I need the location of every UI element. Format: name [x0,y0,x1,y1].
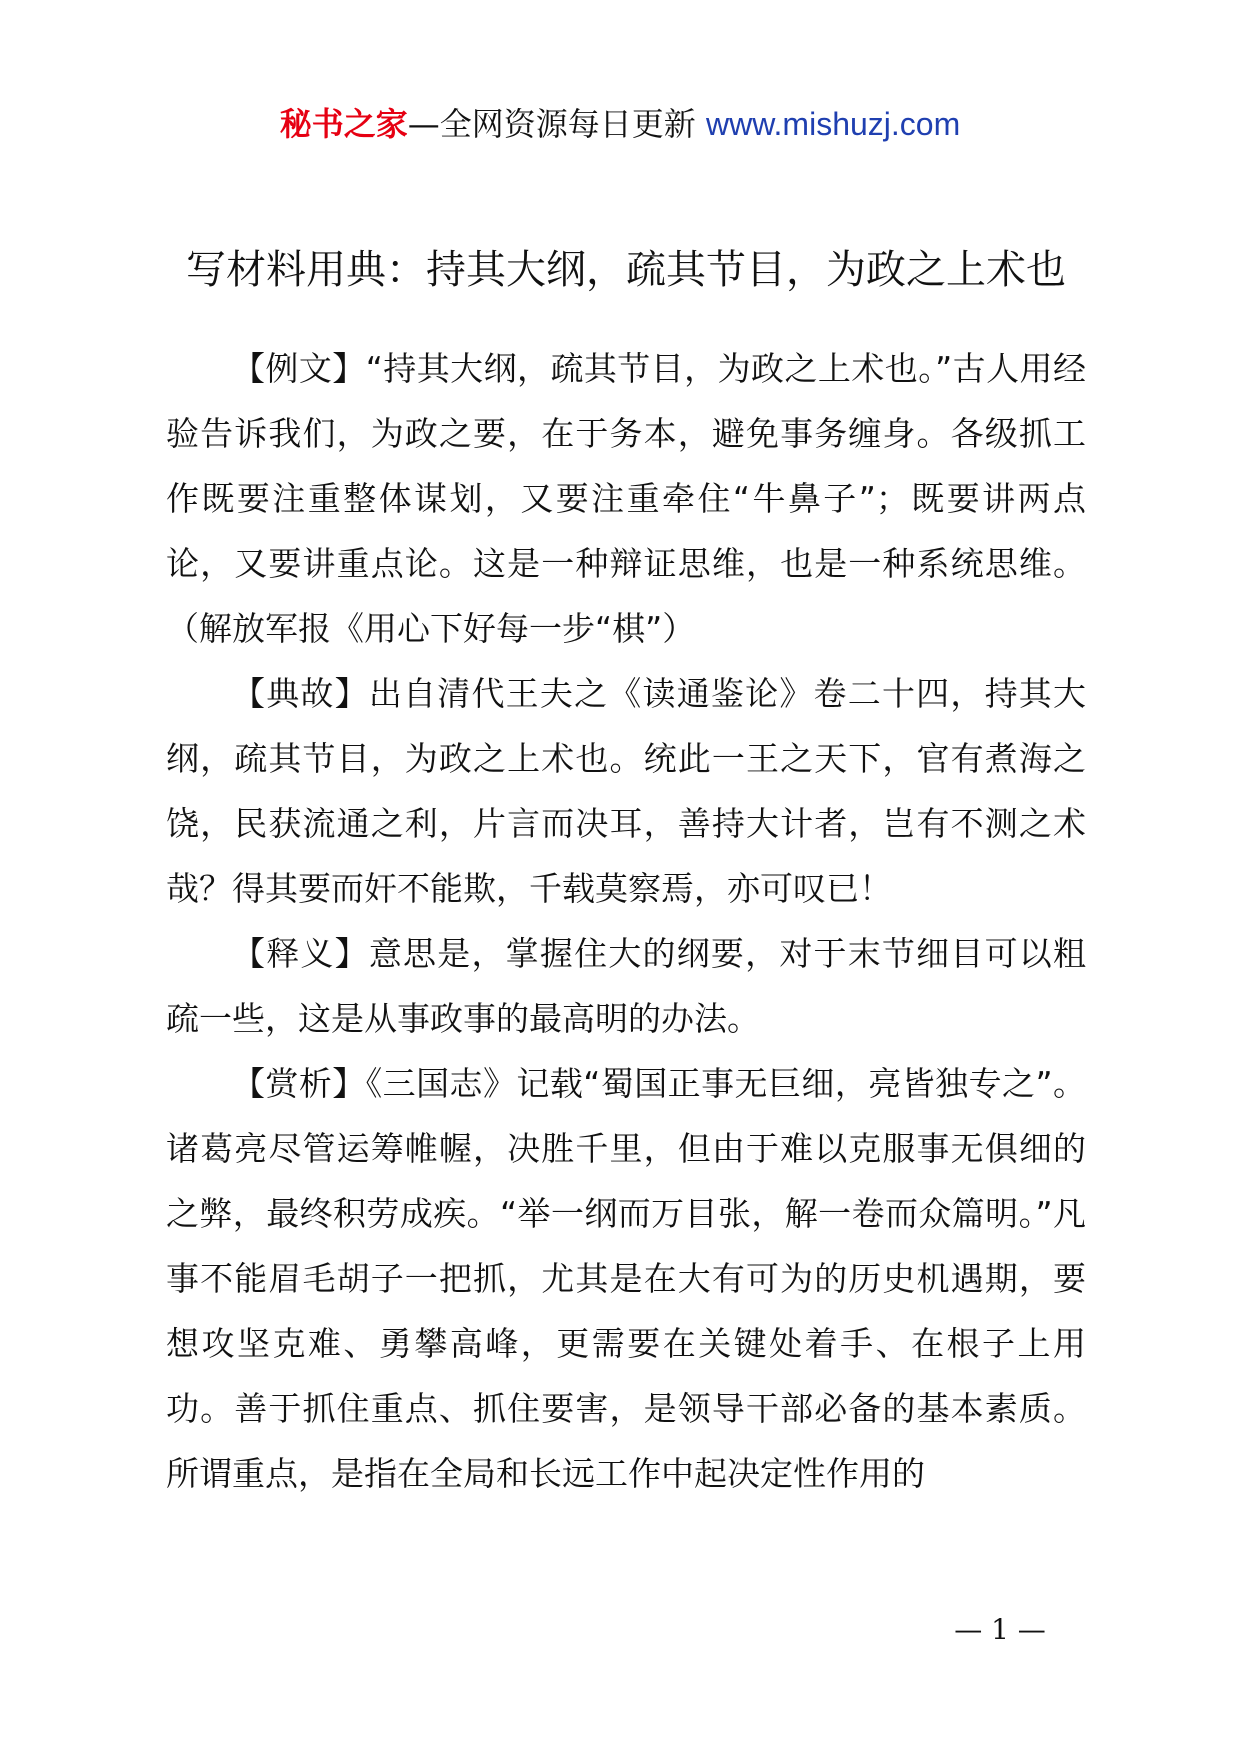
site-banner [0,100,1240,148]
site-url-link[interactable]: www.mishuzj.com [705,106,961,142]
document-title: 写材料用典：持其大纲，疏其节目，为政之上术也 [186,247,1066,293]
paragraph-allusion: 【典故】出自清代王夫之《读通鉴论》卷二十四，持其大纲，疏其节目，为政之上术也。统此一王之天下，官有煮海之饶，民获流通之利，片言而决耳，善持大计者，岂有不测之术哉？得其要而奸不能欺，千载莫察焉，亦可叹已！ [166,674,1086,908]
page-number: — 1 — [954,1613,1046,1646]
paragraph-example: 【例文】“持其大纲，疏其节目，为政之上术也。”古人用经验告诉我们，为政之要，在于务本，避免事务缠身。各级抓工作既要注重整体谋划，又要注重牵住“牛鼻子”；既要讲两点论，又要讲重点论。这是一种辩证思维，也是一种系统思维。（解放军报《用心下好每一步“棋”） [166,349,1086,648]
site-brand: 秘书之家 [279,105,408,143]
paragraph-analysis: 【赏析】《三国志》记载“蜀国正事无巨细，亮皆独专之”。诸葛亮尽管运筹帷幄，决胜千里，但由于难以克服事无俱细的之弊，最终积劳成疾。“举一纲而万目张，解一卷而众篇明。”凡事不能眉毛胡子一把抓，尤其是在大有可为的历史机遇期，要想攻坚克难、勇攀高峰，更需要在关键处着手、在根子上用功。善于抓住重点、抓住要害，是领导干部必备的基本素质。所谓重点，是指在全局和长远工作中起决定性作用的 [166,1064,1086,1493]
paragraph-meaning: 【释义】意思是，掌握住大的纲要，对于末节细目可以粗疏一些，这是从事政事的最高明的办法。 [166,934,1086,1038]
site-slogan: —全网资源每日更新 [407,105,696,143]
document-body [166,336,1086,1506]
